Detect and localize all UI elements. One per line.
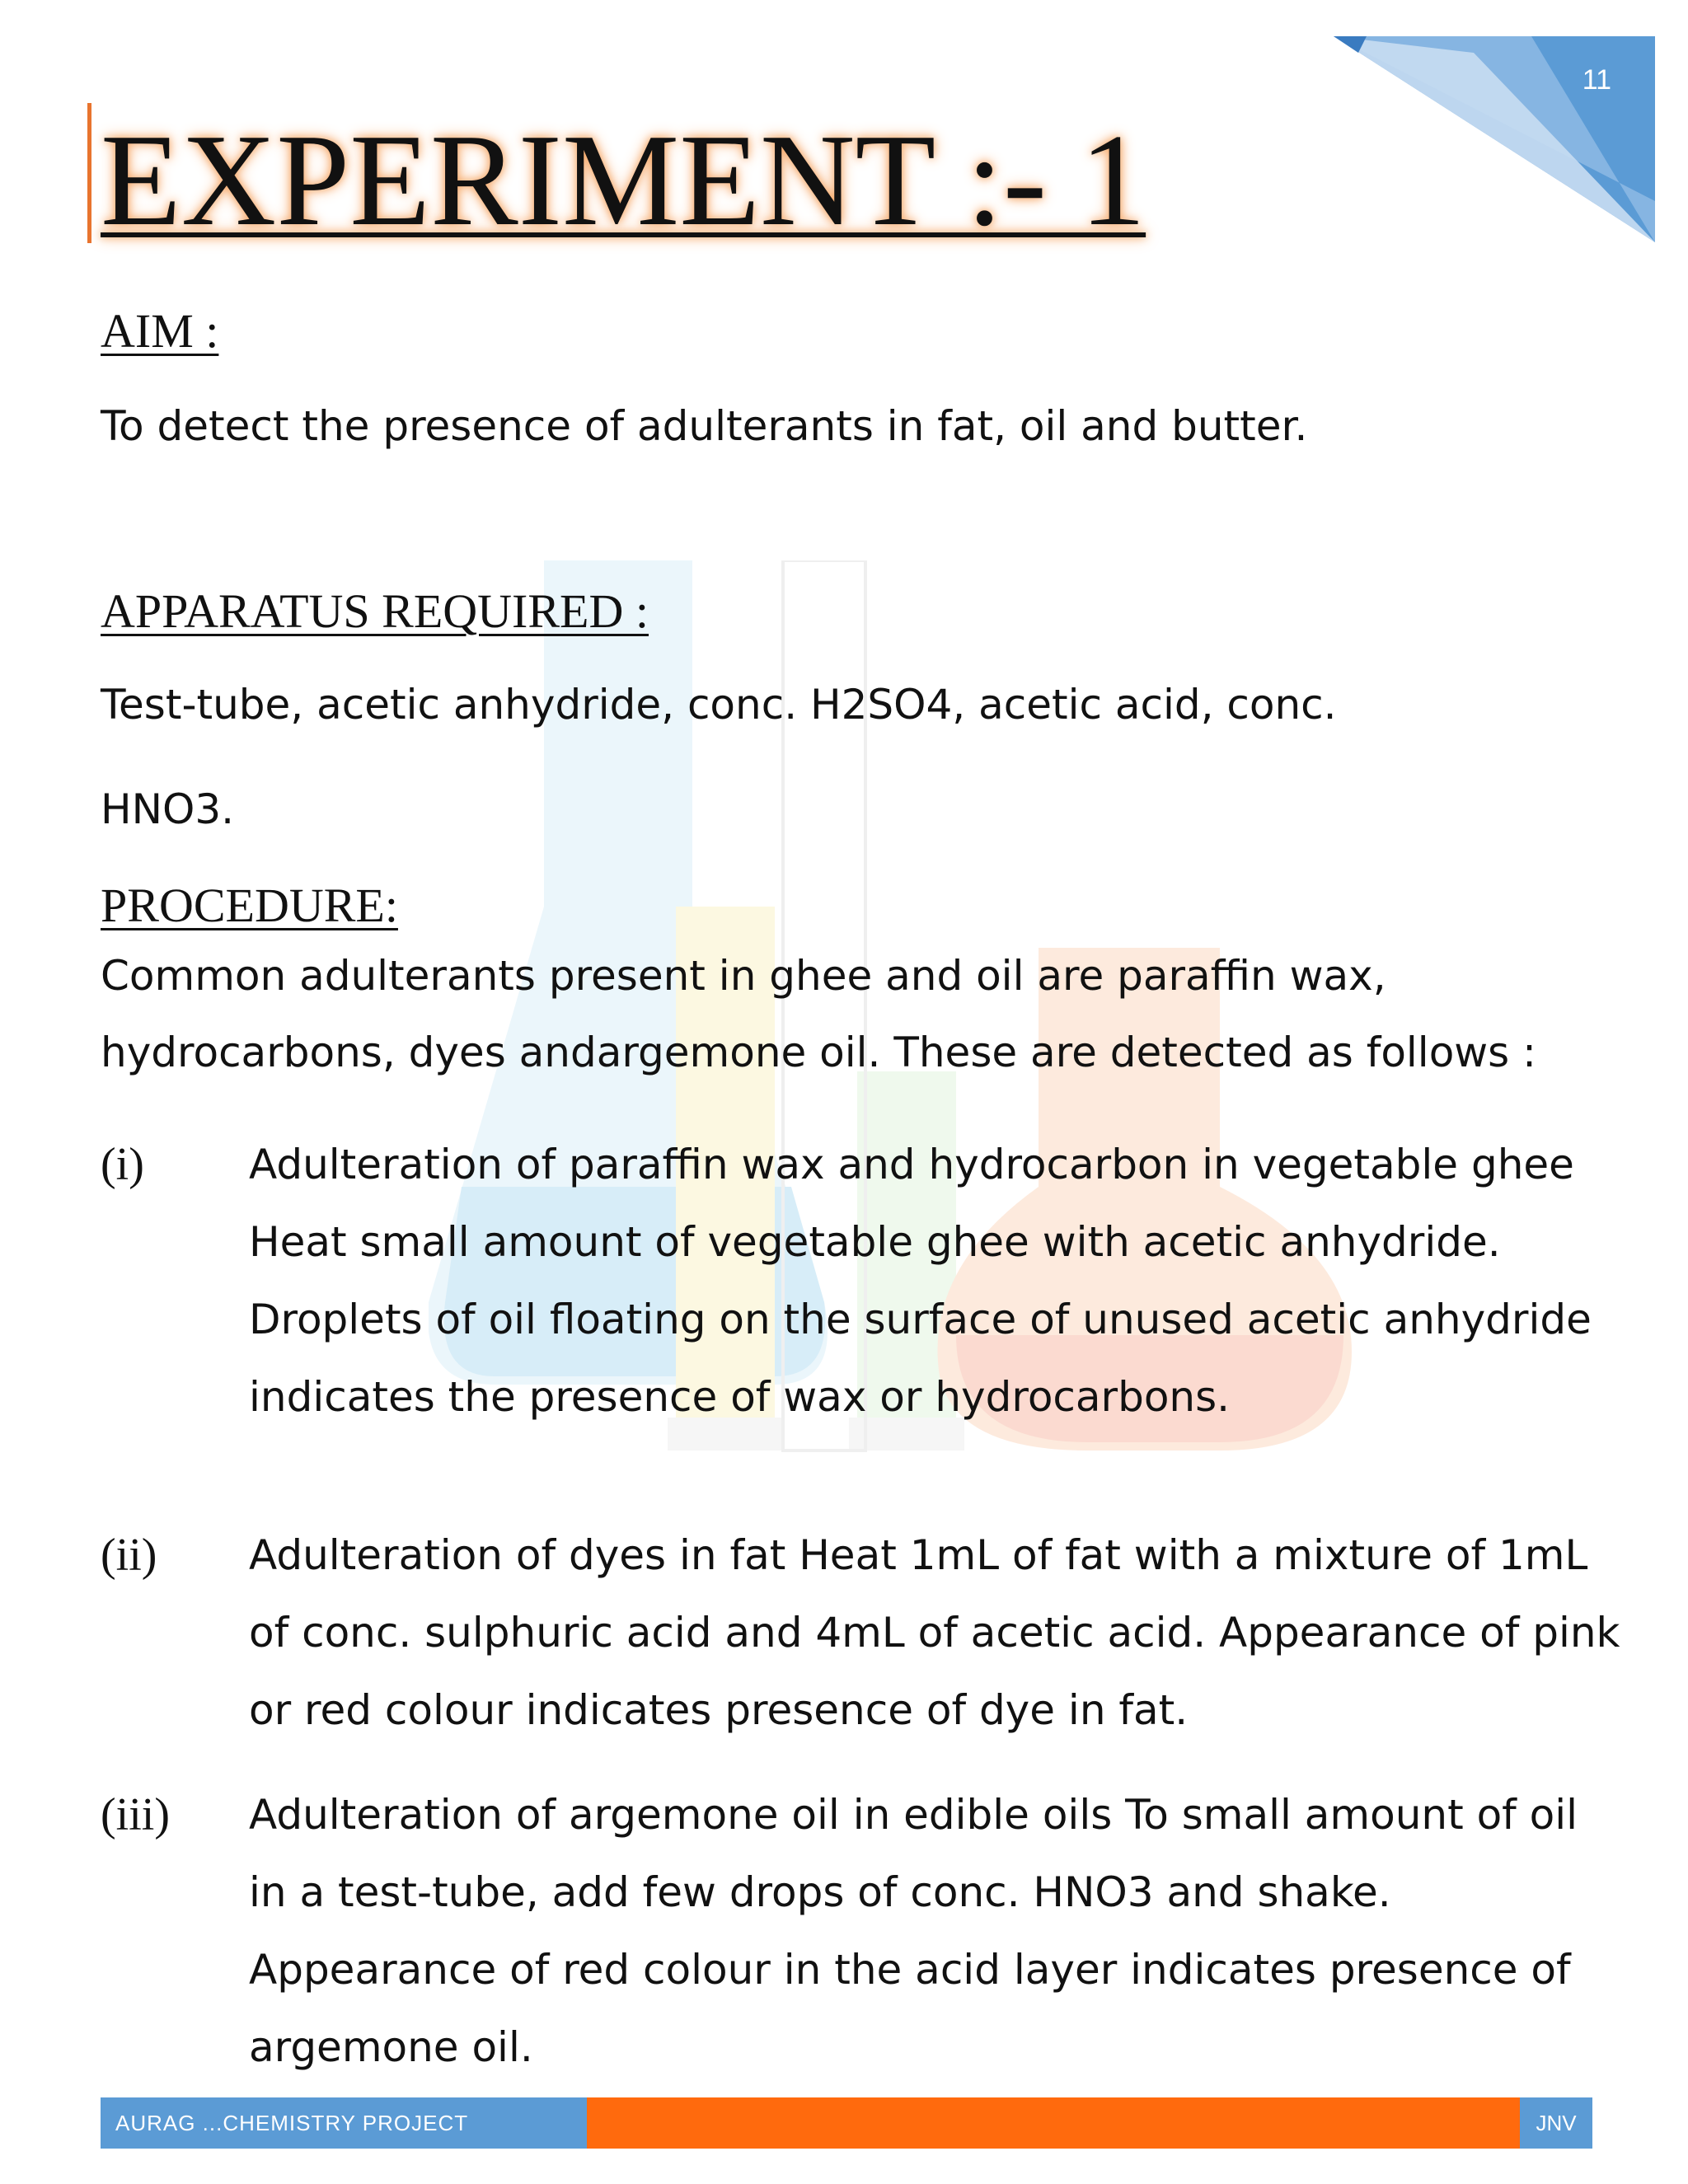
item-line: Adulteration of paraffin wax and hydrocarbon in vegetable ghee xyxy=(249,1141,1574,1188)
item-text xyxy=(249,1776,1601,2086)
item-line: Heat small amount of vegetable ghee with acetic anhydride. xyxy=(249,1218,1501,1266)
title-accent-rule xyxy=(87,103,91,243)
apparatus-heading: APPARATUS REQUIRED : xyxy=(101,584,649,638)
aim-text: To detect the presence of adulterants in fat, oil and butter. xyxy=(101,402,1308,450)
item-line: Appearance of red colour in the acid layer indicates presence of xyxy=(249,1946,1571,1994)
footer-school-label: JNV xyxy=(1520,2097,1592,2149)
item-number: (iii) xyxy=(101,1789,170,1840)
page-number: 11 xyxy=(1582,64,1611,96)
aim-heading: AIM : xyxy=(101,304,219,358)
item-number: (i) xyxy=(101,1139,144,1190)
page-footer xyxy=(101,2097,1592,2149)
procedure-intro-line: hydrocarbons, dyes andargemone oil. These are detected as follows : xyxy=(101,1029,1536,1076)
item-line: indicates the presence of wax or hydrocarbons. xyxy=(249,1373,1231,1421)
item-line: Adulteration of argemone oil in edible oils To small amount of oil xyxy=(249,1791,1578,1839)
item-line: of conc. sulphuric acid and 4mL of acetic acid. Appearance of pink xyxy=(249,1609,1620,1657)
apparatus-line: HNO3. xyxy=(101,785,235,833)
item-line: or red colour indicates presence of dye in fat. xyxy=(249,1686,1189,1734)
item-text xyxy=(249,1516,1620,1749)
procedure-intro-line: Common adulterants present in ghee and oil are paraffin wax, xyxy=(101,952,1386,1000)
footer-project-label: AURAG ...CHEMISTRY PROJECT xyxy=(101,2097,587,2149)
item-number: (ii) xyxy=(101,1530,157,1581)
item-text xyxy=(249,1126,1601,1436)
footer-accent-bar xyxy=(587,2097,1520,2149)
item-line: Adulteration of dyes in fat Heat 1mL of fat with a mixture of 1mL xyxy=(249,1531,1588,1579)
procedure-heading: PROCEDURE: xyxy=(101,879,398,932)
page-title: EXPERIMENT :- 1 xyxy=(101,106,1146,253)
item-line: argemone oil. xyxy=(249,2023,533,2071)
apparatus-line: Test-tube, acetic anhydride, conc. H2SO4, acetic acid, conc. xyxy=(101,681,1337,729)
item-line: Droplets of oil floating on the surface of unused acetic anhydride xyxy=(249,1296,1592,1343)
item-line: in a test-tube, add few drops of conc. HNO3 and shake. xyxy=(249,1868,1391,1916)
